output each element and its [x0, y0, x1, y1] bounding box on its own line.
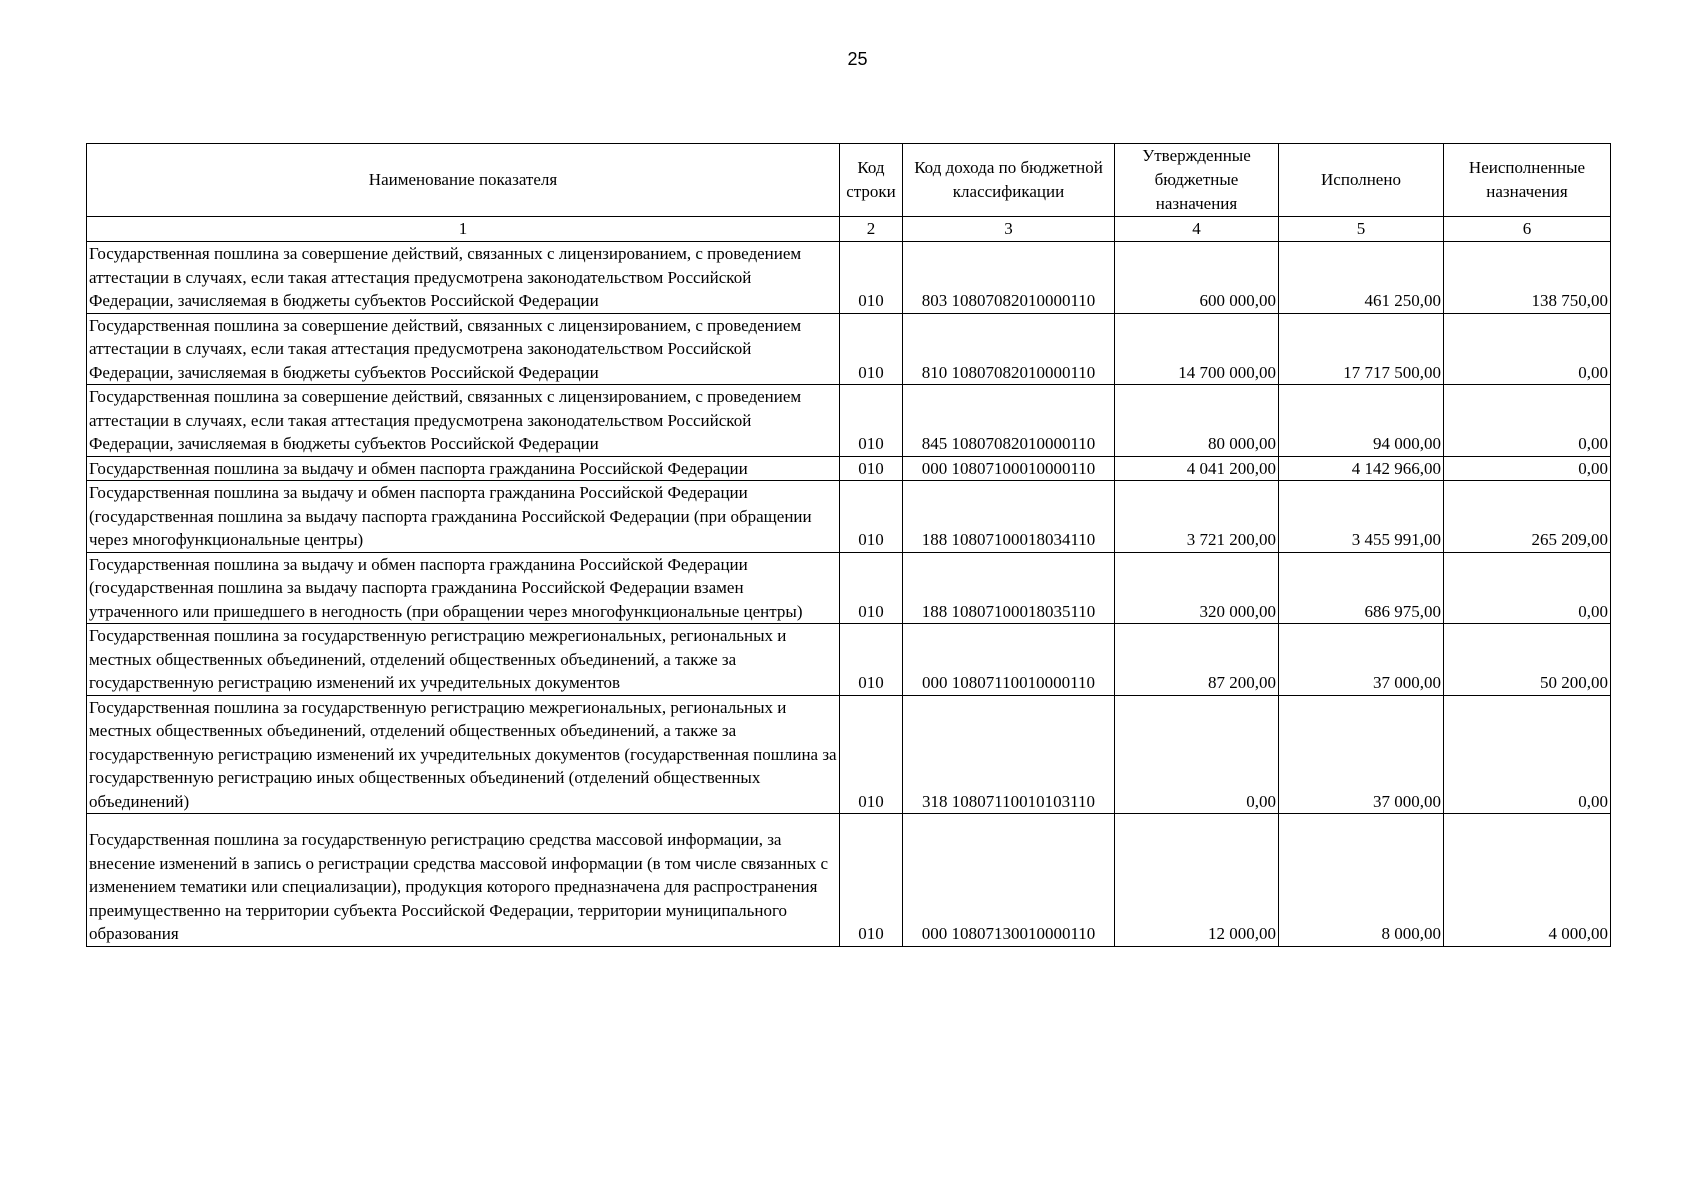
header-executed: Исполнено — [1279, 144, 1444, 217]
unexecuted-amount: 0,00 — [1444, 313, 1611, 385]
indicator-name: Государственная пошлина за выдачу и обмен паспорта гражданина Российской Федерации (государственная пошлина за выдачу паспорта гражданина Российской Федерации (при обращении через многофункциональные центры) — [87, 481, 840, 553]
unexecuted-amount: 138 750,00 — [1444, 242, 1611, 314]
unexecuted-amount: 4 000,00 — [1444, 814, 1611, 947]
column-number: 2 — [840, 217, 903, 242]
indicator-name: Государственная пошлина за государственную регистрацию средства массовой информации, за внесение изменений в запись о регистрации средства массовой информации (в том числе связанных с изменением тематики или специализации), продукция которого предназначена для распространения преимущественно на территории субъекта Российской Федерации, территории муниципального образования — [87, 814, 840, 947]
table-row — [87, 814, 1611, 947]
income-code: 000 10807130010000110 — [903, 814, 1115, 947]
header-unexecuted: Неисполненные назначения — [1444, 144, 1611, 217]
approved-amount: 0,00 — [1115, 695, 1279, 814]
unexecuted-amount: 0,00 — [1444, 456, 1611, 481]
page-number: 25 — [847, 49, 868, 69]
line-code: 010 — [840, 624, 903, 696]
line-code: 010 — [840, 695, 903, 814]
table-row — [87, 385, 1611, 457]
executed-amount: 37 000,00 — [1279, 624, 1444, 696]
income-code: 845 10807082010000110 — [903, 385, 1115, 457]
table-row — [87, 624, 1611, 696]
line-code: 010 — [840, 814, 903, 947]
table-row — [87, 481, 1611, 553]
indicator-name: Государственная пошлина за государственную регистрацию межрегиональных, региональных и местных общественных объединений, отделений общественных объединений, а также за государственную регистрацию изменений их учредительных документов (государственная пошлина за государственную регистрацию иных общественных объединений (отделений общественных объединений) — [87, 695, 840, 814]
unexecuted-amount: 0,00 — [1444, 695, 1611, 814]
approved-amount: 3 721 200,00 — [1115, 481, 1279, 553]
income-code: 318 10807110010103110 — [903, 695, 1115, 814]
table-row — [87, 313, 1611, 385]
unexecuted-amount: 0,00 — [1444, 385, 1611, 457]
indicator-name: Государственная пошлина за государственную регистрацию межрегиональных, региональных и местных общественных объединений, отделений общественных объединений, а также за государственную регистрацию изменений их учредительных документов — [87, 624, 840, 696]
executed-amount: 461 250,00 — [1279, 242, 1444, 314]
line-code: 010 — [840, 313, 903, 385]
column-number: 6 — [1444, 217, 1611, 242]
indicator-name: Государственная пошлина за совершение действий, связанных с лицензированием, с проведением аттестации в случаях, если такая аттестация предусмотрена законодательством Российской Федерации, зачисляемая в бюджеты субъектов Российской Федерации — [87, 385, 840, 457]
approved-amount: 87 200,00 — [1115, 624, 1279, 696]
executed-amount: 3 455 991,00 — [1279, 481, 1444, 553]
header-line-code: Код строки — [840, 144, 903, 217]
approved-amount: 80 000,00 — [1115, 385, 1279, 457]
executed-amount: 8 000,00 — [1279, 814, 1444, 947]
approved-amount: 12 000,00 — [1115, 814, 1279, 947]
table-row — [87, 242, 1611, 314]
table-row — [87, 552, 1611, 624]
unexecuted-amount: 50 200,00 — [1444, 624, 1611, 696]
column-number-row — [87, 217, 1611, 242]
budget-execution-table — [86, 143, 1611, 947]
line-code: 010 — [840, 385, 903, 457]
income-code: 000 10807110010000110 — [903, 624, 1115, 696]
header-approved: Утвержденные бюджетные назначения — [1115, 144, 1279, 217]
indicator-name: Государственная пошлина за выдачу и обмен паспорта гражданина Российской Федерации (государственная пошлина за выдачу паспорта гражданина Российской Федерации взамен утраченного или пришедшего в негодность (при обращении через многофункциональные центры) — [87, 552, 840, 624]
income-code: 810 10807082010000110 — [903, 313, 1115, 385]
approved-amount: 14 700 000,00 — [1115, 313, 1279, 385]
indicator-name: Государственная пошлина за совершение действий, связанных с лицензированием, с проведением аттестации в случаях, если такая аттестация предусмотрена законодательством Российской Федерации, зачисляемая в бюджеты субъектов Российской Федерации — [87, 242, 840, 314]
unexecuted-amount: 265 209,00 — [1444, 481, 1611, 553]
income-code: 188 10807100018034110 — [903, 481, 1115, 553]
approved-amount: 4 041 200,00 — [1115, 456, 1279, 481]
table-row — [87, 695, 1611, 814]
executed-amount: 4 142 966,00 — [1279, 456, 1444, 481]
table-header-row — [87, 144, 1611, 217]
unexecuted-amount: 0,00 — [1444, 552, 1611, 624]
column-number: 4 — [1115, 217, 1279, 242]
header-indicator-name: Наименование показателя — [87, 144, 840, 217]
line-code: 010 — [840, 481, 903, 553]
column-number: 3 — [903, 217, 1115, 242]
column-number: 5 — [1279, 217, 1444, 242]
executed-amount: 94 000,00 — [1279, 385, 1444, 457]
executed-amount: 37 000,00 — [1279, 695, 1444, 814]
income-code: 000 10807100010000110 — [903, 456, 1115, 481]
line-code: 010 — [840, 456, 903, 481]
indicator-name: Государственная пошлина за совершение действий, связанных с лицензированием, с проведением аттестации в случаях, если такая аттестация предусмотрена законодательством Российской Федерации, зачисляемая в бюджеты субъектов Российской Федерации — [87, 313, 840, 385]
executed-amount: 686 975,00 — [1279, 552, 1444, 624]
approved-amount: 600 000,00 — [1115, 242, 1279, 314]
indicator-name: Государственная пошлина за выдачу и обмен паспорта гражданина Российской Федерации — [87, 456, 840, 481]
executed-amount: 17 717 500,00 — [1279, 313, 1444, 385]
table-row — [87, 456, 1611, 481]
column-number: 1 — [87, 217, 840, 242]
income-code: 803 10807082010000110 — [903, 242, 1115, 314]
line-code: 010 — [840, 552, 903, 624]
approved-amount: 320 000,00 — [1115, 552, 1279, 624]
income-code: 188 10807100018035110 — [903, 552, 1115, 624]
line-code: 010 — [840, 242, 903, 314]
header-income-code: Код дохода по бюджетной классификации — [903, 144, 1115, 217]
